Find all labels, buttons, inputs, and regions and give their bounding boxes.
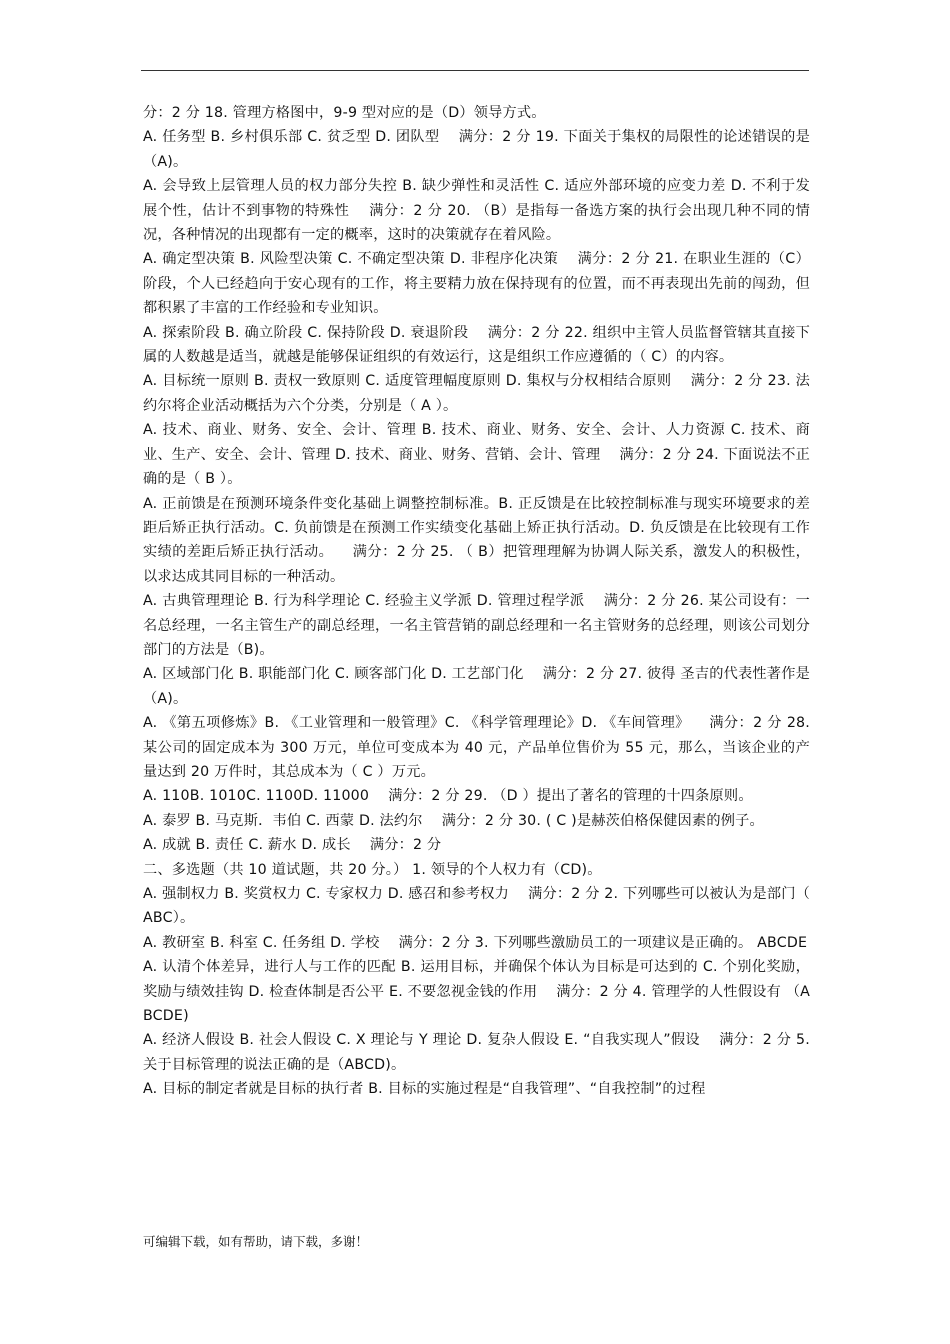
paragraph: A. 认清个体差异，进行人与工作的匹配 B. 运用目标，并确保个体认为目标是可达到的 C. 个别化奖励，奖励与绩效挂钩 D. 检查体制是否公平 E. 不要忽视金钱的作用 满分：2 分 4. 管理学的人性假设有 （ABCDE) <box>143 959 810 1025</box>
paragraph: A. 探索阶段 B. 确立阶段 C. 保持阶段 D. 衰退阶段 满分：2 分 22. 组织中主管人员监督管辖其直接下属的人数越是适当，就越是能够保证组织的有效运行，这是组织工作应遵循的（ C）的内容。 <box>143 324 810 366</box>
paragraph: A. 教研室 B. 科室 C. 任务组 D. 学校 满分：2 分 3. 下列哪些激励员工的一项建议是正确的。 ABCDE <box>143 934 808 951</box>
page-footer: 可编辑下载，如有帮助，请下载，多谢！ <box>143 1234 369 1249</box>
paragraph: A. 技术、商业、财务、安全、会计、管理 B. 技术、商业、财务、安全、会计、人力资源 C. 技术、商业、生产、安全、会计、管理 D. 技术、商业、财务、营销、会计、管理 满分：2 分 24. 下面说法不正确的是（ B ）。 <box>143 422 810 488</box>
section-heading: 二、多选题（共 10 道试题，共 20 分。） 1. 领导的个人权力有（CD)。 <box>143 861 602 878</box>
paragraph: A. 正前馈是在预测环境条件变化基础上调整控制标准。B. 正反馈是在比较控制标准与现实环境要求的差距后矫正执行活动。C. 负前馈是在预测工作实绩变化基础上矫正执行活动。D. 负反馈是在比较现有工作实绩的差距后矫正执行活动。 满分：2 分 25. （ B）把管理理解为协调人际关系，激发人的积极性，以求达成其同目标的一种活动。 <box>143 495 810 585</box>
header-rule <box>141 70 809 71</box>
paragraph: A. 110B. 1010C. 1100D. 11000 满分：2 分 29. （D ）提出了著名的管理的十四条原则。 <box>143 788 753 805</box>
paragraph: A. 会导致上层管理人员的权力部分失控 B. 缺少弹性和灵活性 C. 适应外部环境的应变力差 D. 不利于发展个性，估计不到事物的特殊性 满分：2 分 20. （B）是指每一备选方案的执行会出现几种不同的情况，各种情况的出现都有一定的概率，这时的决策就存在着风险。 <box>143 178 810 244</box>
paragraph: A. 成就 B. 责任 C. 薪水 D. 成长 满分：2 分 <box>143 837 442 854</box>
paragraph: A. 确定型决策 B. 风险型决策 C. 不确定型决策 D. 非程序化决策 满分：2 分 21. 在职业生涯的（C）阶段，个人已经趋向于安心现有的工作，将主要精力放在保持现有的位置，而不再表现出先前的闯劲，但都积累了丰富的工作经验和专业知识。 <box>143 251 810 317</box>
paragraph: 分：2 分 18. 管理方格图中，9-9 型对应的是（D）领导方式。 <box>143 105 546 121</box>
paragraph: A. 经济人假设 B. 社会人假设 C. X 理论与 Y 理论 D. 复杂人假设 E. “自我实现人”假设 满分：2 分 5. 关于目标管理的说法正确的是（ABCD)。 <box>143 1032 810 1073</box>
paragraph: A. 古典管理理论 B. 行为科学理论 C. 经验主义学派 D. 管理过程学派 满分：2 分 26. 某公司设有：一名总经理，一名主管生产的副总经理，一名主管营销的副总经理和一名主管财务的总经理，则该公司划分部门的方法是（B)。 <box>143 593 810 658</box>
paragraph: A. 任务型 B. 乡村俱乐部 C. 贫乏型 D. 团队型 满分：2 分 19. 下面关于集权的局限性的论述错误的是（A)。 <box>143 129 810 170</box>
paragraph: A. 目标统一原则 B. 责权一致原则 C. 适度管理幅度原则 D. 集权与分权相结合原则 满分：2 分 23. 法约尔将企业活动概括为六个分类，分别是（ A ）。 <box>143 373 810 414</box>
document-body <box>143 101 810 1102</box>
paragraph: A. 《第五项修炼》B. 《工业管理和一般管理》C. 《科学管理理论》D. 《车间管理》 满分：2 分 28. 某公司的固定成本为 300 万元，单位可变成本为 40 元，产品单位售价为 55 元，那么，当该企业的产量达到 20 万件时，其总成本为（ C ）万元。 <box>143 715 810 780</box>
paragraph: A. 泰罗 B. 马克斯．韦伯 C. 西蒙 D. 法约尔 满分：2 分 30. ( C )是赫茨伯格保健因素的例子。 <box>143 812 764 829</box>
paragraph: A. 区域部门化 B. 职能部门化 C. 顾客部门化 D. 工艺部门化 满分：2 分 27. 彼得 圣吉的代表性著作是（A)。 <box>143 666 810 707</box>
paragraph: A. 强制权力 B. 奖赏权力 C. 专家权力 D. 感召和参考权力 满分：2 分 2. 下列哪些可以被认为是部门（ ABC）。 <box>143 886 810 927</box>
paragraph: A. 目标的制定者就是目标的执行者 B. 目标的实施过程是“自我管理”、“自我控制”的过程 <box>143 1081 706 1098</box>
